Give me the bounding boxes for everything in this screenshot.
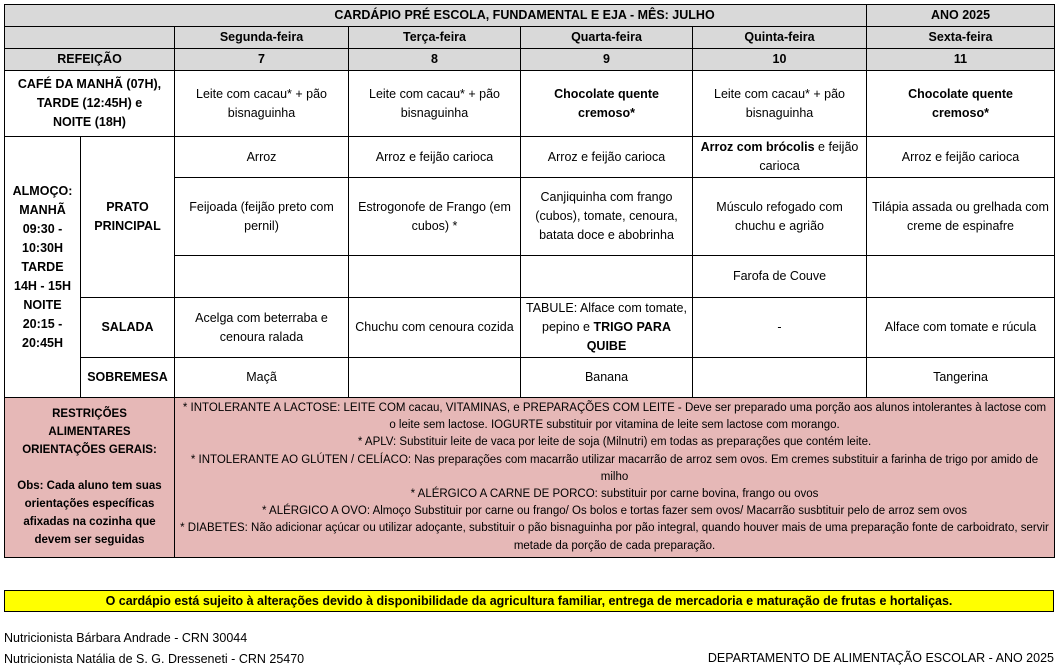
breakfast-row xyxy=(5,71,1055,137)
lunch-protein: Músculo refogado com chuchu e agrião xyxy=(693,178,867,256)
nutritionist-2: Nutricionista Natália de S. G. Dresseneti - CRN 25470 xyxy=(4,652,305,666)
restriction-line: * INTOLERANTE A LACTOSE: LEITE COM cacau, VITAMINAS, e PREPARAÇÕES COM LEITE - Deve ser preparado uma porção aos alunos intolerantes à lactose com o leite sem lactose. IOGURTE substituir por vitamina de leite sem lactose com morango. xyxy=(182,402,1047,432)
restrictions-obs: Obs: Cada aluno tem suas orientações específicas afixadas na cozinha que devem ser seguidas xyxy=(17,480,162,547)
breakfast-item: Leite com cacau* + pão bisnaguinha xyxy=(349,71,521,137)
salad-item xyxy=(521,298,693,358)
day-name: Quarta-feira xyxy=(521,27,693,49)
nutritionist-1: Nutricionista Bárbara Andrade - CRN 30044 xyxy=(4,631,248,645)
salad-label: SALADA xyxy=(81,298,175,358)
lunch-base-suffix: e feijão carioca xyxy=(759,140,859,173)
breakfast-item: Chocolate quente cremoso* xyxy=(867,71,1055,137)
lunch-base xyxy=(693,137,867,178)
lunch-extra xyxy=(521,256,693,298)
salad-bold: TRIGO PARA QUIBE xyxy=(586,320,671,353)
dessert-label: SOBREMESA xyxy=(81,358,175,398)
meal-header: REFEIÇÃO xyxy=(5,49,175,71)
day-name: Quinta-feira xyxy=(693,27,867,49)
restriction-line: * INTOLERANTE AO GLÚTEN / CELÍACO: Nas preparações com macarrão utilizar macarrão de arroz sem ovos. Em cremes substituir a farinha de trigo por amido de milho xyxy=(190,453,1039,483)
day-date: 8 xyxy=(349,49,521,71)
lunch-base-bold: Arroz com brócolis xyxy=(700,140,815,154)
lunch-base: Arroz e feijão carioca xyxy=(349,137,521,178)
lunch-protein: Estrogonofe de Frango (em cubos) * xyxy=(349,178,521,256)
day-date: 9 xyxy=(521,49,693,71)
restriction-line: * APLV: Substituir leite de vaca por leite de soja (Milnutri) em todas as preparações que contém leite. xyxy=(357,436,872,449)
department-label: DEPARTAMENTO DE ALIMENTAÇÃO ESCOLAR - ANO 2025 xyxy=(707,651,1054,665)
lunch-base: Arroz e feijão carioca xyxy=(867,137,1055,178)
dessert-item: Tangerina xyxy=(867,358,1055,398)
restrictions-label xyxy=(5,398,175,558)
salad-item: - xyxy=(693,298,867,358)
breakfast-label: CAFÉ DA MANHÃ (07H), TARDE (12:45H) e NOITE (18H) xyxy=(5,71,175,137)
day-name: Terça-feira xyxy=(349,27,521,49)
restriction-line: * ALÉRGICO A CARNE DE PORCO: substituir por carne bovina, frango ou ovos xyxy=(410,488,819,501)
lunch-base-row xyxy=(5,137,1055,178)
lunch-label: ALMOÇO: MANHÃ 09:30 - 10:30H TARDE 14H - 15H NOITE 20:15 - 20:45H xyxy=(5,137,81,398)
breakfast-item: Leite com cacau* + pão bisnaguinha xyxy=(693,71,867,137)
restriction-line: * ALÉRGICO A OVO: Almoço Substituir por carne ou frango/ Os bolos e tortas fazer sem ovos/ Macarrão susbtituir pelo de arroz sem ovos xyxy=(262,505,968,518)
lunch-extra xyxy=(349,256,521,298)
day-name: Segunda-feira xyxy=(175,27,349,49)
menu-sheet xyxy=(4,4,1054,558)
breakfast-item: Chocolate quente cremoso* xyxy=(521,71,693,137)
dessert-item: Maçã xyxy=(175,358,349,398)
restrictions-title: RESTRIÇÕES ALIMENTARES ORIENTAÇÕES GERAIS: xyxy=(22,408,157,457)
dessert-item: Banana xyxy=(521,358,693,398)
lunch-base: Arroz xyxy=(175,137,349,178)
salad-item: Chuchu com cenoura cozida xyxy=(349,298,521,358)
restrictions-row xyxy=(5,398,1055,558)
lunch-protein: Canjiquinha com frango (cubos), tomate, cenoura, batata doce e abobrinha xyxy=(521,178,693,256)
dessert-item xyxy=(693,358,867,398)
title-row xyxy=(5,5,1055,27)
dessert-item xyxy=(349,358,521,398)
main-dish-label: PRATO PRINCIPAL xyxy=(81,137,175,298)
menu-table xyxy=(4,4,1055,558)
lunch-extra xyxy=(867,256,1055,298)
lunch-protein: Tilápia assada ou grelhada com creme de espinafre xyxy=(867,178,1055,256)
lunch-extra: Farofa de Couve xyxy=(693,256,867,298)
restriction-line: * DIABETES: Não adicionar açúcar ou utilizar adoçante, substituir o pão bisnaguinha por pão integral, quando houver mais de uma preparação fonte de carboidrato, servir metade da porção de cada preparação. xyxy=(180,522,1049,552)
day-name: Sexta-feira xyxy=(867,27,1055,49)
dessert-row xyxy=(5,358,1055,398)
lunch-base: Arroz e feijão carioca xyxy=(521,137,693,178)
salad-text: TABULE: Alface com tomate, pepino e xyxy=(526,301,687,334)
menu-year: ANO 2025 xyxy=(867,5,1055,27)
salad-row xyxy=(5,298,1055,358)
day-date: 10 xyxy=(693,49,867,71)
date-row xyxy=(5,49,1055,71)
lunch-extra xyxy=(175,256,349,298)
restrictions-details xyxy=(175,398,1055,558)
breakfast-item: Leite com cacau* + pão bisnaguinha xyxy=(175,71,349,137)
day-date: 11 xyxy=(867,49,1055,71)
menu-title: CARDÁPIO PRÉ ESCOLA, FUNDAMENTAL E EJA - MÊS: JULHO xyxy=(5,5,867,27)
salad-item: Alface com tomate e rúcula xyxy=(867,298,1055,358)
weekday-row xyxy=(5,27,1055,49)
lunch-protein: Feijoada (feijão preto com pernil) xyxy=(175,178,349,256)
salad-item: Acelga com beterraba e cenoura ralada xyxy=(175,298,349,358)
day-date: 7 xyxy=(175,49,349,71)
availability-notice: O cardápio está sujeito à alterações devido à disponibilidade da agricultura familiar, entrega de mercadoria e maturação de frutas e hortaliças. xyxy=(4,590,1054,612)
